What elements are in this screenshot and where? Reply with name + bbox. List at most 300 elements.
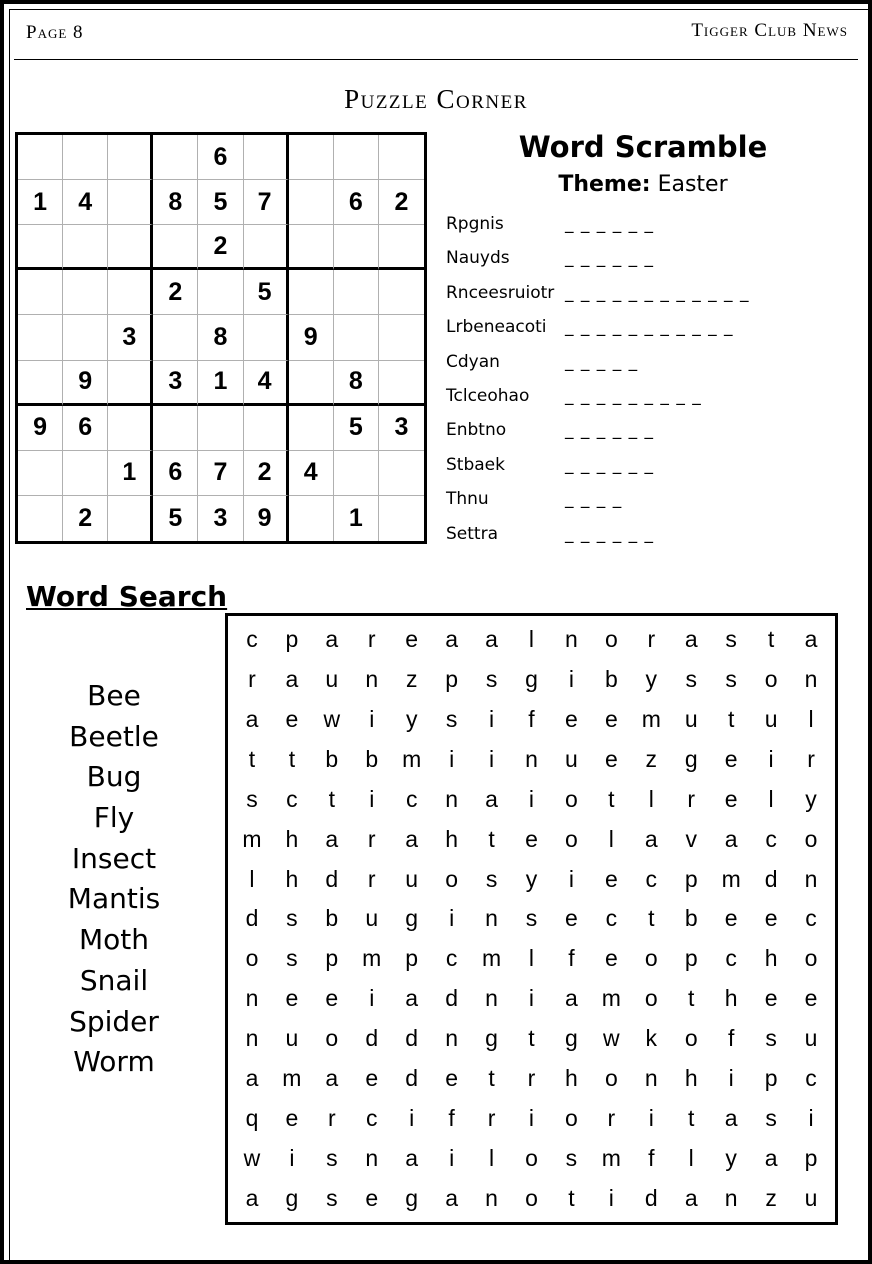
word-search-letter: i [369, 985, 375, 1012]
word-search-letter: e [445, 1064, 459, 1091]
word-search-letter: e [285, 1104, 299, 1131]
sudoku-cell: 3 [198, 496, 243, 541]
word-search-letter: s [725, 626, 737, 653]
word-search-letter: l [808, 706, 814, 733]
word-search-letter: g [525, 666, 538, 693]
sudoku-cell: 6 [198, 135, 243, 180]
word-search-word-list [30, 676, 198, 1083]
sudoku-cell [18, 496, 63, 541]
word-search-letter: a [804, 626, 818, 653]
word-search-letter: s [326, 1184, 338, 1211]
word-search-letter: p [684, 865, 698, 892]
page-number: Page 8 [26, 22, 84, 43]
word-search-letter: e [604, 746, 618, 773]
word-search-letter: e [285, 985, 299, 1012]
word-search-letter: a [325, 626, 339, 653]
sudoku-cell [18, 361, 63, 406]
word-search-letter: a [684, 1184, 698, 1211]
word-search-letter: d [644, 1184, 658, 1211]
word-search-letter: c [725, 945, 737, 972]
word-search-letter: o [804, 945, 818, 972]
word-search-letter: i [808, 1104, 814, 1131]
word-search-letter: h [285, 825, 299, 852]
word-search-letter: r [367, 865, 376, 892]
word-search-word: Moth [78, 923, 149, 957]
word-search-letter: i [489, 706, 495, 733]
word-search-letter: l [648, 785, 654, 812]
word-search-letter: t [568, 1184, 575, 1211]
word-search-letter: m [242, 825, 262, 852]
sudoku-cell: 8 [198, 315, 243, 360]
word-search-letter: g [485, 1025, 498, 1052]
sudoku-cell [153, 406, 198, 451]
word-search-word: Beetle [69, 719, 159, 753]
word-search-letter: n [485, 905, 498, 932]
word-search-letter: c [765, 825, 777, 852]
page-header [26, 20, 848, 48]
word-search-letter: b [325, 746, 339, 773]
word-search-letter: r [327, 1104, 336, 1131]
sudoku-cell: 5 [153, 496, 198, 541]
scrambled-word: Thnu [446, 489, 489, 510]
word-search-letter: i [528, 985, 535, 1012]
sudoku-cell: 6 [63, 406, 108, 451]
word-search-letter: c [405, 785, 418, 812]
word-search-letter: c [805, 1064, 817, 1091]
word-search-letter: y [405, 706, 418, 733]
sudoku-cell: 3 [379, 406, 424, 451]
word-search-letter: t [248, 746, 256, 773]
word-search-letter: l [608, 825, 614, 852]
sudoku-cell [244, 225, 289, 270]
word-search-letter: m [601, 985, 621, 1012]
word-search-letter: o [445, 865, 459, 892]
word-search-letter: u [684, 706, 698, 733]
word-search-letter: c [246, 626, 258, 653]
word-search-letter: s [565, 1144, 578, 1171]
sudoku-cell: 6 [334, 180, 379, 225]
sudoku-cell [63, 270, 108, 315]
word-search-letter: g [405, 1184, 419, 1211]
sudoku-cell: 4 [244, 361, 289, 406]
scrambled-word: Enbtno [446, 420, 507, 441]
word-scramble-theme [440, 172, 846, 197]
word-search-letter: a [684, 626, 698, 653]
word-search-word: Fly [93, 801, 135, 835]
sudoku-cell: 8 [153, 180, 198, 225]
sudoku-cell [289, 361, 334, 406]
word-search-letter: n [365, 666, 379, 693]
word-search-letter: o [804, 825, 818, 852]
sudoku-cell: 8 [334, 361, 379, 406]
word-search-letter: s [685, 666, 697, 693]
word-search-letter: n [365, 1144, 379, 1171]
sudoku-cell [379, 451, 424, 496]
sudoku-cell [379, 315, 424, 360]
answer-blank: _ _ _ _ _ [565, 351, 639, 372]
word-search-letter: f [528, 706, 535, 733]
word-search-letter: c [805, 905, 817, 932]
sudoku-cell: 9 [289, 315, 334, 360]
word-search-letter: s [485, 666, 498, 693]
word-search-letter: a [445, 626, 459, 653]
word-search-letter: o [644, 945, 658, 972]
sudoku-cell [289, 406, 334, 451]
word-search-letter: s [326, 1144, 338, 1171]
word-search-letter: i [728, 1064, 734, 1091]
word-search-letter: m [282, 1064, 302, 1091]
word-search-letter: t [688, 1104, 695, 1131]
sudoku-cell [379, 270, 424, 315]
word-search-letter: d [764, 865, 778, 892]
sudoku-cell: 1 [108, 451, 153, 496]
sudoku-cell [108, 361, 153, 406]
word-search-letter: n [485, 1184, 498, 1211]
word-search-letter: t [648, 905, 655, 932]
word-search-letter: e [804, 985, 818, 1012]
sudoku-cell: 7 [198, 451, 243, 496]
word-search-letter: n [724, 1184, 738, 1211]
word-search-letter: u [764, 706, 778, 733]
word-search-letter: l [528, 626, 535, 653]
word-search-letter: z [405, 666, 418, 693]
word-search-letter: r [367, 825, 376, 852]
word-search-letter: u [365, 905, 379, 932]
sudoku-cell [289, 180, 334, 225]
word-search-letter: c [366, 1104, 378, 1131]
word-search-title: Word Search [26, 580, 228, 613]
sudoku-cell: 5 [198, 180, 243, 225]
word-search-letter: y [525, 865, 538, 892]
word-search-letter: r [527, 1064, 536, 1091]
word-search-letter: f [648, 1144, 655, 1171]
word-search-letter: l [688, 1144, 694, 1171]
word-search-letter: i [489, 746, 495, 773]
word-search-letter: n [644, 1064, 658, 1091]
word-search-letter: t [767, 626, 775, 653]
word-search-letter: f [727, 1025, 735, 1052]
word-search-letter: t [608, 785, 615, 812]
word-search-letter: s [765, 1025, 777, 1052]
word-search-letter: n [525, 746, 538, 773]
word-search-letter: l [249, 865, 255, 892]
word-search-letter: o [604, 626, 618, 653]
word-search-letter: c [286, 785, 298, 812]
sudoku-cell [153, 315, 198, 360]
word-search-letter: h [724, 985, 738, 1012]
scrambled-word: Cdyan [446, 351, 500, 372]
sudoku-cell: 4 [63, 180, 108, 225]
sudoku-cell: 1 [198, 361, 243, 406]
word-search-letter: f [448, 1104, 455, 1131]
sudoku-cell [244, 406, 289, 451]
word-search-word: Spider [69, 1004, 159, 1038]
word-search-letter: e [325, 985, 339, 1012]
sudoku-cell: 5 [244, 270, 289, 315]
word-search-letter: g [565, 1025, 578, 1052]
word-search-letter: r [687, 785, 696, 812]
sudoku-cell [63, 135, 108, 180]
sudoku-cell: 2 [379, 180, 424, 225]
word-search-letter: c [605, 905, 618, 932]
sudoku-cell: 9 [63, 361, 108, 406]
word-search-letter: e [565, 706, 578, 733]
word-search-letter: s [765, 1104, 777, 1131]
word-search-letter: r [647, 626, 656, 653]
word-search-letter: i [648, 1104, 654, 1131]
newsletter-name: Tigger Club News [691, 20, 848, 41]
word-search-letter: a [405, 1144, 419, 1171]
word-search-letter: b [604, 666, 618, 693]
word-search-letter: m [601, 1144, 621, 1171]
word-search-letter: e [565, 905, 578, 932]
word-search-letter: e [604, 865, 618, 892]
sudoku-cell [244, 315, 289, 360]
word-search-letter: i [768, 746, 774, 773]
sudoku-cell: 2 [198, 225, 243, 270]
word-scramble-title: Word Scramble [518, 130, 768, 164]
word-search-letter: h [565, 1064, 578, 1091]
scrambled-word: Rpgnis [446, 214, 504, 234]
word-search-letter: e [365, 1184, 379, 1211]
word-search-letter: e [604, 945, 618, 972]
word-search-letter: n [804, 865, 818, 892]
sudoku-cell: 2 [153, 270, 198, 315]
word-search-letter: r [487, 1104, 496, 1131]
word-search-letter: m [402, 746, 422, 773]
word-search-letter: m [481, 945, 502, 972]
word-search-letter: i [369, 785, 375, 812]
word-search-letter: g [285, 1184, 299, 1211]
word-search-letter: i [409, 1104, 415, 1131]
word-search-letter: w [323, 706, 341, 733]
word-search-letter: e [405, 626, 419, 653]
word-search-letter: o [565, 1104, 578, 1131]
word-search-letter: m [721, 865, 741, 892]
answer-blank: _ _ _ _ _ _ _ _ _ _ _ [565, 317, 734, 338]
sudoku-cell [198, 406, 243, 451]
word-search-letter: o [245, 945, 259, 972]
sudoku-cell [153, 225, 198, 270]
word-search-letter: a [405, 985, 419, 1012]
word-search-letter: d [245, 905, 259, 932]
word-search-letter: a [325, 825, 339, 852]
word-search-letter: p [325, 945, 339, 972]
word-search-letter: e [724, 905, 738, 932]
word-search-letter: i [528, 785, 535, 812]
word-search-letter: p [684, 945, 698, 972]
word-search-letter: h [684, 1064, 698, 1091]
word-search-letter: u [804, 1184, 818, 1211]
word-search-letter: s [286, 905, 298, 932]
scrambled-word: Settra [446, 523, 498, 544]
sudoku-cell [18, 135, 63, 180]
sudoku-cell [153, 135, 198, 180]
word-search-letter: y [645, 666, 658, 693]
word-search-word: Bug [86, 760, 142, 794]
word-search-letter: o [644, 985, 658, 1012]
word-search-letter: u [325, 666, 339, 693]
word-search-letter: d [325, 865, 339, 892]
word-search-letter: c [445, 945, 458, 972]
word-search-letter: o [525, 1144, 538, 1171]
theme-label: Theme: [558, 172, 651, 197]
word-search-letter: a [724, 1104, 738, 1131]
word-search-letter: q [245, 1104, 259, 1131]
word-search-letter: a [565, 985, 578, 1012]
word-search-letter: c [645, 865, 658, 892]
word-search-letter: l [489, 1144, 495, 1171]
word-search-letter: a [724, 825, 738, 852]
word-search-letter: e [285, 706, 299, 733]
word-search-letter: s [286, 945, 298, 972]
word-search-letter: a [245, 706, 259, 733]
scrambled-word: Nauyds [446, 248, 510, 269]
scrambled-word: Stbaek [446, 454, 505, 475]
word-search-letter: t [328, 785, 336, 812]
word-search-letter: u [405, 865, 419, 892]
word-search-letter: o [565, 785, 578, 812]
word-search-letter: r [807, 746, 815, 773]
sudoku-cell [108, 270, 153, 315]
sudoku-cell: 1 [334, 496, 379, 541]
answer-blank: _ _ _ _ _ _ _ _ _ [565, 385, 702, 406]
word-search-letter: r [248, 666, 256, 693]
word-search-letter: s [246, 785, 258, 812]
word-search-letter: o [684, 1025, 698, 1052]
word-search-word: Insect [71, 841, 157, 875]
word-search-letter: d [405, 1064, 419, 1091]
theme-value: Easter [657, 172, 728, 197]
sudoku-cell [334, 225, 379, 270]
sudoku-cell [108, 406, 153, 451]
word-search-letter: a [325, 1064, 339, 1091]
answer-blank: _ _ _ _ _ _ [565, 454, 655, 475]
word-search-letter: y [725, 1144, 737, 1171]
word-search-letter: e [724, 746, 738, 773]
sudoku-cell [63, 225, 108, 270]
word-search-letter: t [488, 1064, 495, 1091]
answer-blank: _ _ _ _ _ _ [565, 420, 655, 441]
word-search-letter: o [604, 1064, 618, 1091]
scrambled-word: Lrbeneacoti [446, 317, 547, 338]
sudoku-cell: 3 [108, 315, 153, 360]
answer-blank: _ _ _ _ [565, 489, 623, 510]
word-search-letter: n [245, 1025, 259, 1052]
sudoku-cell [18, 225, 63, 270]
word-search-letter: i [289, 1144, 295, 1171]
word-search-letter: k [645, 1025, 658, 1052]
sudoku-cell: 1 [18, 180, 63, 225]
word-search-letter: s [725, 666, 737, 693]
word-search-letter: z [645, 746, 658, 773]
sudoku-cell [334, 451, 379, 496]
sudoku-cell [289, 496, 334, 541]
word-search-letter: e [525, 825, 538, 852]
word-search-letter: f [568, 945, 575, 972]
word-search-letter: i [369, 706, 375, 733]
word-search-letter: a [245, 1064, 259, 1091]
word-search-letter: h [285, 865, 299, 892]
word-search-letter: i [449, 905, 455, 932]
sudoku-cell: 6 [153, 451, 198, 496]
sudoku-cell: 9 [18, 406, 63, 451]
word-search-letter: p [285, 626, 299, 653]
word-search-letter: n [485, 985, 498, 1012]
scrambled-word: Tclceohao [446, 385, 530, 406]
word-search-letter: s [485, 865, 498, 892]
sudoku-cell [108, 225, 153, 270]
sudoku-cell [289, 225, 334, 270]
word-search-letter: n [445, 785, 459, 812]
word-search-letter: a [764, 1144, 778, 1171]
answer-blank: _ _ _ _ _ _ [565, 523, 655, 544]
sudoku-cell [108, 496, 153, 541]
word-search-letter: a [245, 1184, 259, 1211]
word-search-letter: r [367, 626, 376, 653]
sudoku-cell [379, 225, 424, 270]
sudoku-cell [289, 135, 334, 180]
word-search-letter: w [603, 1025, 620, 1052]
word-search-letter: g [684, 746, 698, 773]
word-search-letter: l [768, 785, 774, 812]
word-search-letter: e [764, 905, 778, 932]
sudoku-cell [18, 315, 63, 360]
sudoku-cell [63, 315, 108, 360]
word-search-letter: t [688, 985, 695, 1012]
sudoku-cell: 3 [153, 361, 198, 406]
word-search-letter: b [684, 905, 698, 932]
word-search-letter: o [565, 825, 578, 852]
word-search-letter: e [764, 985, 778, 1012]
word-search-letter: m [362, 945, 382, 972]
word-search-letter: e [604, 706, 618, 733]
word-search-letter: s [525, 905, 538, 932]
sudoku-cell: 7 [244, 180, 289, 225]
sudoku-cell [18, 451, 63, 496]
word-search-letter: y [805, 785, 817, 812]
word-search-word: Bee [87, 679, 141, 712]
word-search-letter: d [445, 985, 459, 1012]
word-search-letter: o [764, 666, 778, 693]
word-search-letter: h [764, 945, 778, 972]
word-search-letter: o [525, 1184, 538, 1211]
sudoku-cell: 9 [244, 496, 289, 541]
word-search-letter: t [288, 746, 296, 773]
word-search-letter: p [445, 666, 459, 693]
word-search-letter: d [365, 1025, 379, 1052]
word-search-letter: h [445, 825, 459, 852]
word-search-letter: r [607, 1104, 616, 1131]
sudoku-cell [63, 451, 108, 496]
sudoku-cell [334, 270, 379, 315]
word-search-letter: m [641, 706, 661, 733]
sudoku-cell [334, 315, 379, 360]
word-search-grid [225, 613, 838, 1225]
scrambled-word: Rnceesruiotr [446, 282, 555, 303]
sudoku-cell [198, 270, 243, 315]
sudoku-cell [379, 361, 424, 406]
answer-blank: _ _ _ _ _ _ [565, 214, 655, 234]
sudoku-cell: 2 [244, 451, 289, 496]
sudoku-grid [15, 132, 427, 544]
sudoku-cell [379, 496, 424, 541]
word-search-word: Snail [79, 963, 149, 997]
word-search-letter: t [727, 706, 735, 733]
word-search-letter: i [449, 1144, 455, 1171]
sudoku-cell: 5 [334, 406, 379, 451]
word-search-letter: i [568, 865, 574, 892]
